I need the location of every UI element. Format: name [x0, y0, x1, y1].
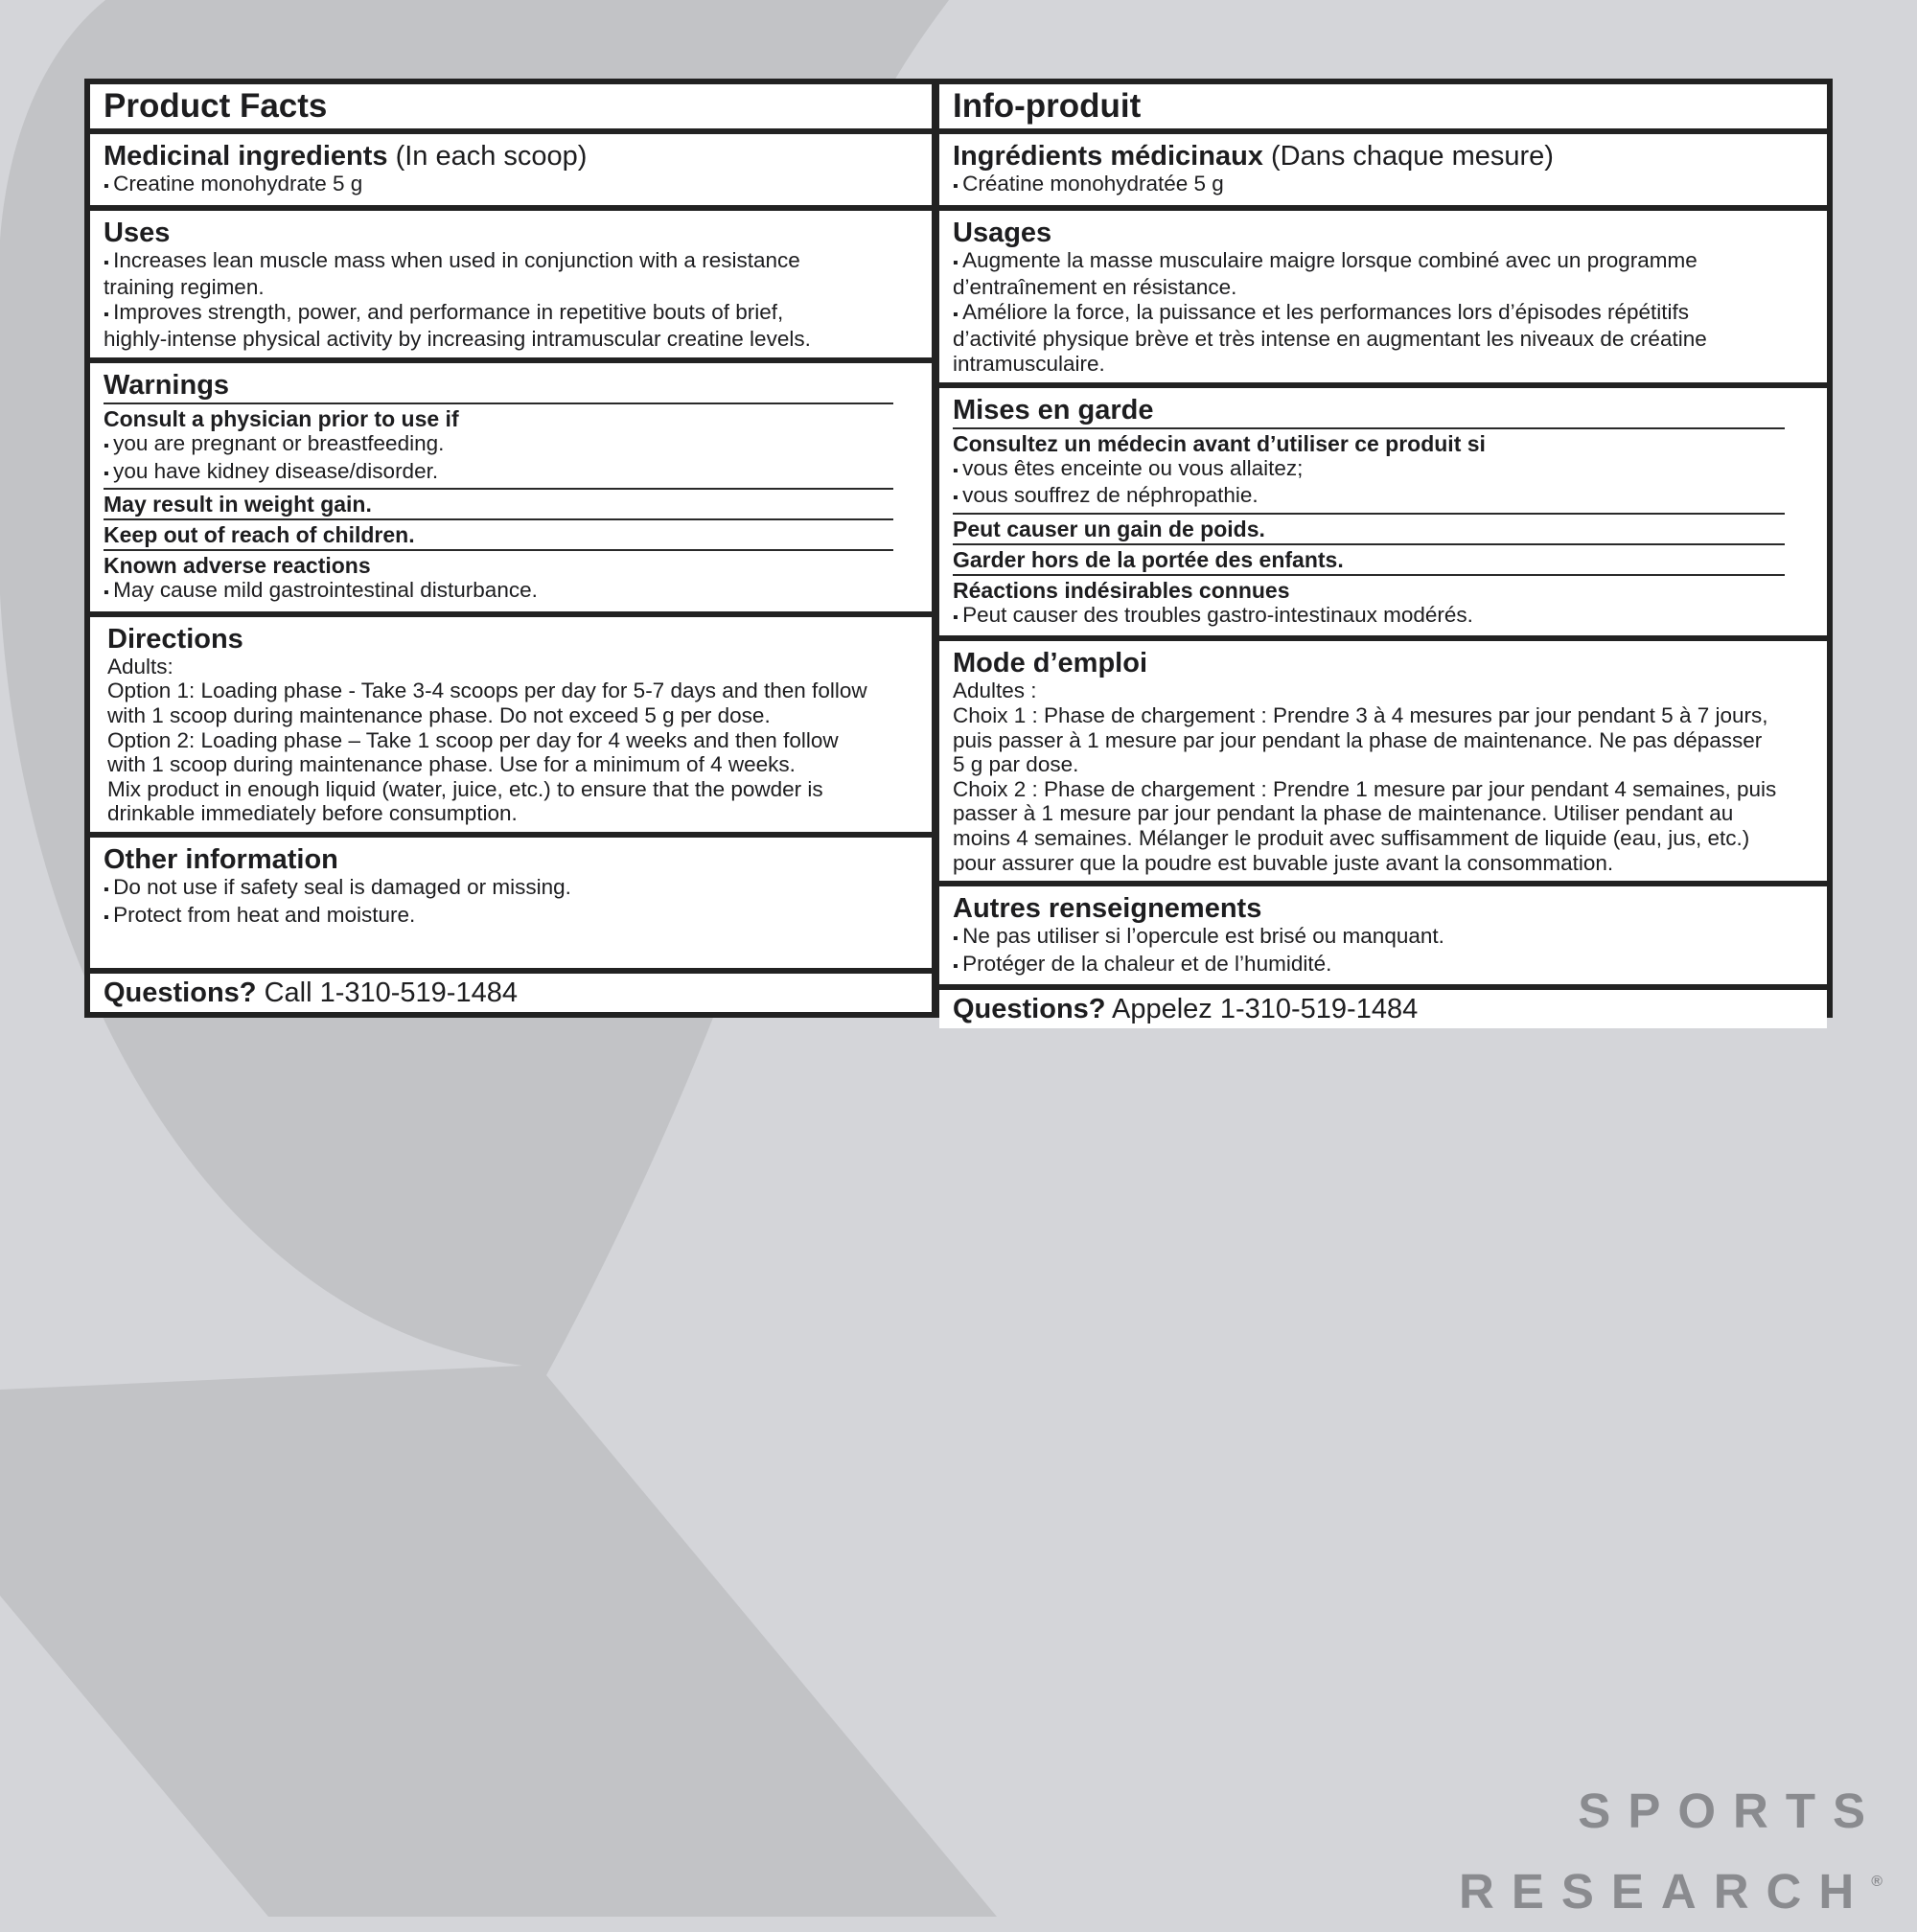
sports-research-logo: [1459, 1771, 1882, 1932]
mode-emploi-section: [939, 641, 1827, 881]
medicinal-ingredients-section: [90, 134, 932, 205]
directions-heading: Directions: [107, 623, 243, 655]
weight-gain-warning: Peut causer un gain de poids.: [953, 516, 1265, 541]
adverse-reactions-heading: Known adverse reactions: [104, 553, 371, 579]
mises-en-garde-section: [939, 388, 1827, 636]
other-information-item: ▪ Protéger de la chaleur et de l’humidité.: [953, 952, 1813, 979]
other-information-heading: Other information: [104, 843, 338, 875]
directions-line: Adultes :: [953, 678, 1037, 703]
warnings-section: [90, 363, 932, 611]
directions-line: Choix 2 : Phase de chargement : Prendre 1 mesure par jour pendant 4 semaines, puis: [953, 776, 1777, 801]
warning-item: ▪ May cause mild gastrointestinal disturbance.: [104, 578, 918, 606]
other-information-item: ▪ Ne pas utiliser si l’opercule est brisé ou manquant.: [953, 924, 1813, 952]
ingredients-medicinaux-heading: Ingrédients médicinaux: [953, 141, 1263, 172]
usages-section: [939, 211, 1827, 382]
directions-line: Choix 1 : Phase de chargement : Prendre 3 à 4 mesures par jour pendant 5 à 7 jours,: [953, 702, 1768, 727]
product-facts-panel: [84, 79, 937, 1018]
mises-en-garde-heading: Mises en garde: [953, 394, 1154, 426]
directions-line: moins 4 semaines. Mélanger le produit avec suffisamment de liquide (eau, jus, etc.): [953, 825, 1750, 850]
directions-line: Adults:: [107, 654, 173, 678]
ingredient-item: ▪ Creatine monohydrate 5 g: [104, 172, 918, 199]
questions-phone: Call 1-310-519-1484: [264, 978, 518, 1008]
uses-item: ▪ Increases lean muscle mass when used in conjunction with a resistance: [104, 248, 918, 276]
divider: [104, 402, 893, 404]
uses-item-continued: highly-intense physical activity by increasing intramuscular creatine levels.: [104, 327, 811, 352]
directions-section: [90, 617, 932, 832]
divider: [104, 488, 893, 490]
medicinal-ingredients-note: (In each scoop): [395, 141, 588, 172]
questions-label: Questions?: [104, 978, 257, 1008]
directions-line: with 1 scoop during maintenance phase. Do not exceed 5 g per dose.: [107, 702, 771, 727]
info-produit-title: Info-produit: [939, 84, 1827, 128]
divider: [953, 574, 1785, 576]
directions-line: pour assurer que la poudre est buvable juste avant la consommation.: [953, 850, 1614, 875]
questions-section: [90, 974, 932, 1012]
questions-label: Questions?: [953, 994, 1106, 1025]
warning-item: ▪ you are pregnant or breastfeeding.: [104, 431, 918, 459]
divider: [104, 518, 893, 520]
uses-item-continued: training regimen.: [104, 275, 265, 300]
consult-physician-heading: Consultez un médecin avant d’utiliser ce produit si: [953, 430, 1486, 456]
ingredients-medicinaux-note: (Dans chaque mesure): [1270, 141, 1554, 172]
registered-mark-icon: ®: [1871, 1874, 1882, 1890]
uses-section: [90, 211, 932, 357]
divider: [953, 543, 1785, 545]
ingredients-medicinaux-section: [939, 134, 1827, 205]
logo-line-sports: SPORTS: [1578, 1783, 1882, 1838]
children-warning: Garder hors de la portée des enfants.: [953, 546, 1344, 572]
directions-line: with 1 scoop during maintenance phase. Use for a minimum of 4 weeks.: [107, 752, 796, 777]
autres-renseignements-heading: Autres renseignements: [953, 893, 1262, 925]
questions-phone: Appelez 1-310-519-1484: [1111, 994, 1419, 1025]
children-warning: Keep out of reach of children.: [104, 522, 415, 548]
ingredient-item: ▪ Créatine monohydratée 5 g: [953, 172, 1813, 199]
uses-heading: Uses: [104, 217, 171, 248]
info-produit-panel: [934, 79, 1833, 1025]
medicinal-ingredients-heading: Medicinal ingredients: [104, 141, 388, 172]
usages-item: ▪ Améliore la force, la puissance et les performances lors d’épisodes répétitifs: [953, 300, 1813, 328]
usages-item-continued: intramusculaire.: [953, 351, 1105, 376]
directions-line: 5 g par dose.: [953, 752, 1079, 777]
adverse-reactions-heading: Réactions indésirables connues: [953, 577, 1290, 603]
autres-renseignements-section: [939, 886, 1827, 984]
usages-item-continued: d’activité physique brève et très intense en augmentant les niveaux de créatine: [953, 327, 1707, 352]
mode-emploi-heading: Mode d’emploi: [953, 648, 1147, 679]
warnings-heading: Warnings: [104, 369, 230, 401]
product-facts-title: Product Facts: [90, 84, 932, 128]
weight-gain-warning: May result in weight gain.: [104, 492, 372, 518]
directions-line: Mix product in enough liquid (water, juice, etc.) to ensure that the powder is: [107, 776, 823, 801]
usages-item-continued: d’entraînement en résistance.: [953, 275, 1237, 300]
warning-item: ▪ Peut causer des troubles gastro-intestinaux modérés.: [953, 603, 1813, 631]
divider: [953, 427, 1785, 429]
other-information-item: ▪ Do not use if safety seal is damaged or missing.: [104, 875, 918, 903]
usages-item: ▪ Augmente la masse musculaire maigre lorsque combiné avec un programme: [953, 248, 1813, 276]
divider: [953, 513, 1785, 515]
warning-item: ▪ vous souffrez de néphropathie.: [953, 483, 1813, 511]
questions-section: [939, 990, 1827, 1028]
uses-item: ▪ Improves strength, power, and performance in repetitive bouts of brief,: [104, 300, 918, 328]
logo-line-research: RESEARCH: [1459, 1864, 1872, 1919]
other-information-section: [90, 838, 932, 968]
usages-heading: Usages: [953, 217, 1052, 248]
directions-line: passer à 1 mesure par jour pendant la phase de maintenance. Utiliser pendant au: [953, 801, 1734, 826]
consult-physician-heading: Consult a physician prior to use if: [104, 405, 459, 431]
divider: [104, 549, 893, 551]
directions-line: drinkable immediately before consumption.: [107, 801, 518, 826]
other-information-item: ▪ Protect from heat and moisture.: [104, 903, 918, 931]
directions-line: Option 1: Loading phase - Take 3-4 scoops per day for 5-7 days and then follow: [107, 678, 867, 703]
directions-line: puis passer à 1 mesure par jour pendant la phase de maintenance. Ne pas dépasser: [953, 727, 1763, 752]
warning-item: ▪ you have kidney disease/disorder.: [104, 459, 918, 487]
directions-line: Option 2: Loading phase – Take 1 scoop per day for 4 weeks and then follow: [107, 727, 839, 752]
warning-item: ▪ vous êtes enceinte ou vous allaitez;: [953, 456, 1813, 484]
